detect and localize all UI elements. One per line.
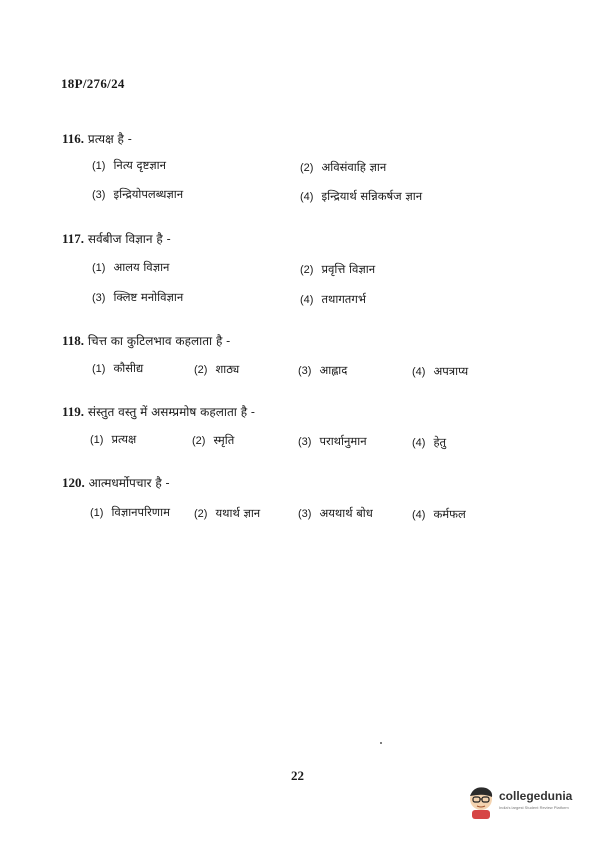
question-text: आत्मधर्मोपचार है - <box>88 476 170 490</box>
option-1: (1) विज्ञानपरिणाम <box>90 505 170 519</box>
option-2: (2) शाठ्य <box>194 362 240 376</box>
question-stem <box>62 474 170 491</box>
question-text: प्रत्यक्ष है - <box>87 132 132 146</box>
brand-tagline: India's largest Student Review Platform <box>499 805 569 810</box>
question-stem <box>62 403 255 420</box>
option-2: (2) अविसंवाहि ज्ञान <box>300 160 387 174</box>
question-number: 118. <box>62 333 85 348</box>
mascot-icon <box>466 785 496 819</box>
option-4: (4) कर्मफल <box>412 507 466 521</box>
option-2: (2) स्मृति <box>192 433 235 447</box>
option-2: (2) यथार्थ ज्ञान <box>194 506 261 520</box>
question-117 <box>62 230 562 310</box>
question-text: सर्वबीज विज्ञान है - <box>87 232 171 246</box>
question-text: संस्तुत वस्तु में असम्प्रमोष कहलाता है - <box>87 405 255 419</box>
collegedunia-watermark <box>466 783 586 823</box>
booklet-code: 18P/276/24 <box>61 76 125 91</box>
question-number: 120. <box>62 475 85 490</box>
question-stem <box>62 230 171 247</box>
question-118 <box>62 332 562 412</box>
question-119 <box>62 403 562 483</box>
option-1: (1) प्रत्यक्ष <box>90 432 137 446</box>
option-3: (3) परार्थानुमान <box>298 434 367 448</box>
question-stem <box>62 130 132 147</box>
option-1: (1) कौसीद्य <box>92 361 144 375</box>
option-3: (3) आह्लाद <box>298 363 348 377</box>
option-2: (2) प्रवृत्ति विज्ञान <box>300 262 376 276</box>
option-4: (4) अपत्राप्य <box>412 364 469 378</box>
option-4: (4) तथागतगर्भ <box>300 292 366 306</box>
option-1: (1) नित्य दृष्टज्ञान <box>92 158 167 172</box>
question-number: 119. <box>62 404 85 419</box>
question-stem <box>62 332 230 349</box>
page-number: 22 <box>291 768 304 783</box>
option-1: (1) आलय विज्ञान <box>92 260 170 274</box>
option-3: (3) इन्द्रियोपलब्धज्ञान <box>92 187 184 201</box>
brand-name: collegedunia <box>499 789 573 803</box>
option-3: (3) क्लिष्ट मनोविज्ञान <box>92 290 184 304</box>
option-3: (3) अयथार्थ बोध <box>298 506 373 520</box>
scan-speck <box>380 742 382 744</box>
option-4: (4) इन्द्रियार्थ सन्निकर्षज ज्ञान <box>300 189 423 203</box>
question-number: 117. <box>62 231 85 246</box>
question-number: 116. <box>62 131 85 146</box>
option-4: (4) हेतु <box>412 435 447 449</box>
question-116 <box>62 130 562 210</box>
question-text: चित्त का कुटिलभाव कहलाता है - <box>87 334 231 348</box>
question-120 <box>62 474 562 554</box>
